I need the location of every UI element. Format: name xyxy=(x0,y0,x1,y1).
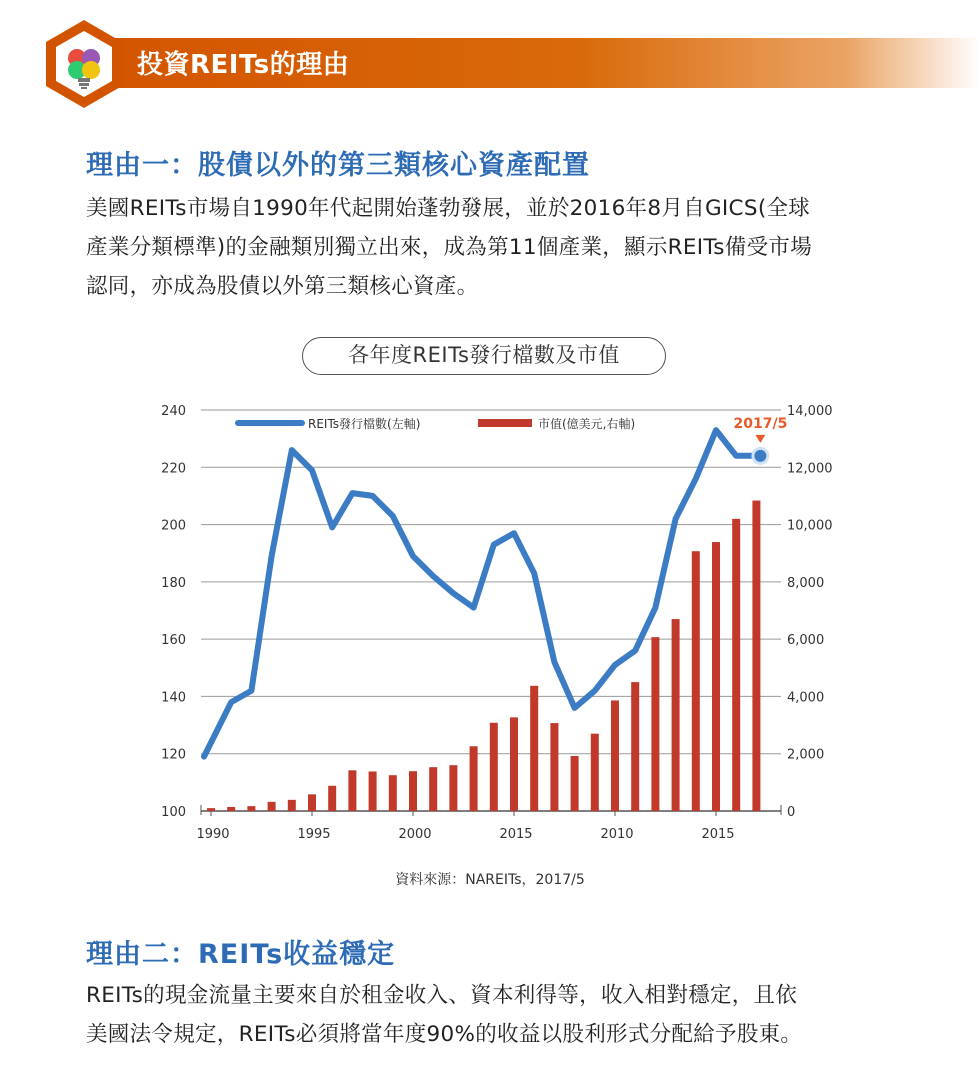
page-title: 投資REITs的理由 xyxy=(137,50,350,80)
bar xyxy=(227,807,235,811)
right-tick-label: 2,000 xyxy=(787,747,825,763)
x-tick-label: 1995 xyxy=(297,827,331,842)
x-tick-label: 1990 xyxy=(196,827,230,842)
x-tick-label: 2015 xyxy=(701,827,735,842)
left-tick-label: 180 xyxy=(161,575,186,591)
bar xyxy=(591,734,599,811)
right-tick-label: 8,000 xyxy=(787,575,825,591)
bar xyxy=(470,746,478,811)
right-tick-label: 14,000 xyxy=(787,404,833,419)
left-tick-label: 160 xyxy=(161,633,186,649)
bar xyxy=(348,770,356,811)
bar xyxy=(712,542,720,811)
bar xyxy=(631,682,639,811)
bar xyxy=(510,717,518,811)
bar xyxy=(288,800,296,811)
left-tick-label: 220 xyxy=(161,461,186,477)
reits-chart xyxy=(0,390,980,850)
section2-title: 理由二：REITs收益穩定 xyxy=(86,939,396,970)
paragraph-line: REITs的現金流量主要來自於租金收入、資本利得等，收入相對穩定，且依 xyxy=(86,983,798,1008)
paragraph-line: 認同，亦成為股債以外第三類核心資產。 xyxy=(86,274,479,299)
x-tick-label: 2000 xyxy=(398,827,432,842)
bar xyxy=(752,501,760,811)
bar xyxy=(611,700,619,811)
paragraph-line: 美國法令規定，REITs必須將當年度90%的收益以股利形式分配給予股東。 xyxy=(86,1022,803,1047)
right-tick-label: 10,000 xyxy=(787,518,833,534)
bar xyxy=(369,771,377,811)
annotation-label: 2017/5 xyxy=(733,415,788,432)
bar xyxy=(672,619,680,811)
bar xyxy=(692,551,700,811)
left-tick-label: 200 xyxy=(161,518,186,534)
bar xyxy=(732,519,740,811)
bar xyxy=(207,808,215,811)
legend-bar-label: 市值(億美元,右軸) xyxy=(538,417,636,431)
bar xyxy=(449,765,457,811)
lightbulb-puzzle-icon xyxy=(43,18,125,110)
left-tick-label: 120 xyxy=(161,747,186,763)
left-tick-label: 140 xyxy=(161,690,186,706)
left-tick-label: 240 xyxy=(161,404,186,419)
bar xyxy=(530,686,538,811)
section2-paragraph xyxy=(86,976,906,1054)
paragraph-line: 美國REITs市場自1990年代起開始蓬勃發展，並於2016年8月自GICS(全球 xyxy=(86,196,811,221)
section1-title: 理由一：股債以外的第三類核心資產配置 xyxy=(86,150,590,181)
right-tick-label: 4,000 xyxy=(787,690,825,706)
right-tick-label: 6,000 xyxy=(787,633,825,649)
left-tick-label: 100 xyxy=(161,805,186,820)
bar xyxy=(268,802,276,811)
source-note: 資料來源：NAREITs，2017/5 xyxy=(395,872,585,888)
right-tick-label: 12,000 xyxy=(787,461,833,477)
x-tick-label: 2010 xyxy=(600,827,634,842)
bar xyxy=(409,771,417,811)
bar xyxy=(571,756,579,811)
legend-line-label: REITs發行檔數(左軸) xyxy=(308,417,421,431)
bar xyxy=(429,767,437,811)
bar xyxy=(247,806,255,811)
bar xyxy=(550,723,558,811)
section1-paragraph xyxy=(86,189,906,306)
right-tick-label: 0 xyxy=(787,805,796,820)
annotation-arrow xyxy=(755,435,765,443)
bar xyxy=(490,723,498,811)
x-tick-label: 2015 xyxy=(499,827,533,842)
bar xyxy=(328,786,336,811)
bar xyxy=(308,794,316,811)
bar xyxy=(651,637,659,811)
endpoint-point xyxy=(754,450,766,462)
paragraph-line: 產業分類標準)的金融類別獨立出來，成為第11個產業，顯示REITs備受市場 xyxy=(86,235,812,260)
chart-title: 各年度REITs發行檔數及市值 xyxy=(302,337,666,375)
legend-bar-swatch xyxy=(478,419,532,427)
bar xyxy=(389,775,397,811)
